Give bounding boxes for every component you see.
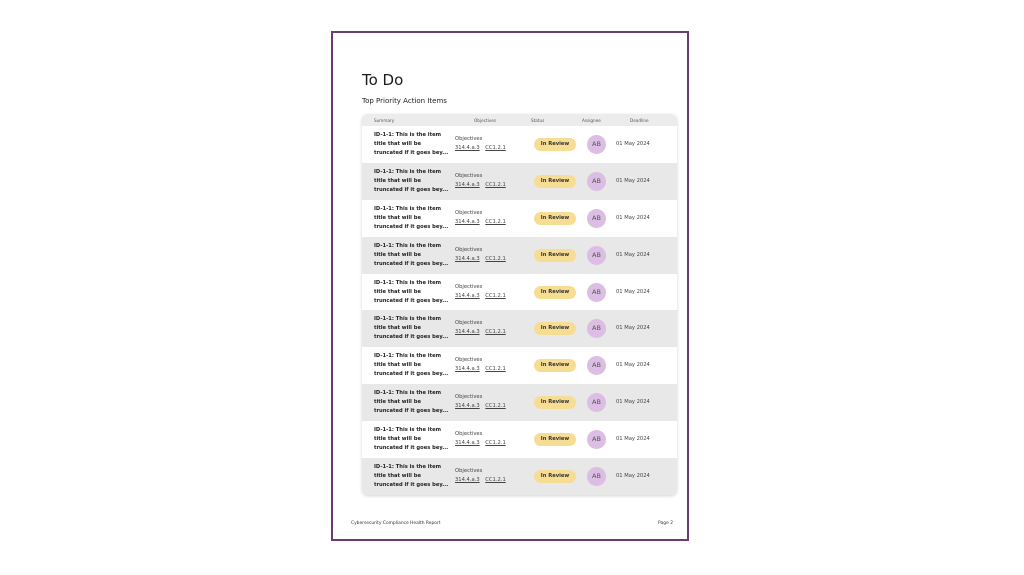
objective-link[interactable]: 314.4.a.3 <box>455 477 480 484</box>
row-deadline: 01 May 2024 <box>616 436 650 443</box>
objective-link[interactable]: CC1.2.1 <box>485 218 506 225</box>
objective-link[interactable]: CC1.2.1 <box>485 145 506 151</box>
status-badge: In Review <box>534 470 576 483</box>
row-objectives-label: Objectives <box>455 136 483 142</box>
objective-link[interactable]: 314.4.a.3 <box>455 440 480 447</box>
status-badge: In Review <box>534 138 576 151</box>
header-status: Status <box>531 118 545 123</box>
status-badge: In Review <box>534 212 576 225</box>
status-badge: In Review <box>534 433 576 446</box>
row-objective-links <box>455 440 510 446</box>
assignee-avatar: AB <box>587 467 606 486</box>
row-objective-links <box>455 256 510 262</box>
status-badge: In Review <box>534 286 576 299</box>
table-row[interactable] <box>362 347 677 384</box>
row-summary: ID-1-1: This is the item title that will be truncated if it goes bey... <box>374 168 449 193</box>
row-objectives-label: Objectives <box>455 209 483 216</box>
table-row[interactable] <box>362 458 677 495</box>
objective-link[interactable]: 314.4.a.3 <box>455 145 480 151</box>
row-objectives-label: Objectives <box>455 246 483 253</box>
row-deadline: 01 May 2024 <box>616 325 650 332</box>
table-row[interactable] <box>362 163 677 200</box>
assignee-avatar: AB <box>587 393 606 412</box>
table-row[interactable] <box>362 421 677 458</box>
report-page <box>331 31 689 541</box>
objective-link[interactable]: 314.4.a.3 <box>455 255 480 262</box>
table-row[interactable] <box>362 274 677 311</box>
status-badge: In Review <box>534 359 576 372</box>
row-objective-links <box>455 329 510 335</box>
row-summary: ID-1-1: This is the item title that will be truncated if it goes bey... <box>374 390 449 415</box>
objective-link[interactable]: CC1.2.1 <box>485 440 506 447</box>
table-row[interactable] <box>362 310 677 347</box>
header-assignee: Assignee <box>582 118 601 123</box>
row-objectives-label: Objectives <box>455 283 483 290</box>
row-deadline: 01 May 2024 <box>616 362 650 369</box>
objective-link[interactable]: CC1.2.1 <box>485 403 506 410</box>
assignee-avatar: AB <box>587 135 606 154</box>
header-deadline: Deadline <box>630 118 649 123</box>
row-summary: ID-1-1: This is the item title that will be truncated if it goes bey... <box>374 353 449 378</box>
status-badge: In Review <box>534 175 576 188</box>
assignee-avatar: AB <box>587 356 606 375</box>
row-summary: ID-1-1: This is the item title that will be truncated if it goes bey... <box>374 427 449 452</box>
objective-link[interactable]: 314.4.a.3 <box>455 181 480 188</box>
row-deadline: 01 May 2024 <box>616 473 650 480</box>
row-summary: ID-1-1: This is the item title that will be truncated if it goes bey... <box>374 205 449 230</box>
table-header <box>362 114 677 126</box>
page-title: To Do <box>362 71 404 89</box>
status-badge: In Review <box>534 322 576 335</box>
row-deadline: 01 May 2024 <box>616 251 650 258</box>
assignee-avatar: AB <box>587 209 606 228</box>
footer-page-number: Page 2 <box>658 521 673 526</box>
row-deadline: 01 May 2024 <box>616 399 650 406</box>
row-objectives-label: Objectives <box>455 172 483 179</box>
row-objectives-label: Objectives <box>455 468 483 475</box>
row-objective-links <box>455 219 510 225</box>
row-summary: ID-1-1: This is the item title that will be truncated if it goes bey... <box>374 279 449 304</box>
objective-link[interactable]: CC1.2.1 <box>485 181 506 188</box>
row-objective-links <box>455 145 510 151</box>
footer-report-name: Cybersecurity Compliance Health Report <box>351 521 441 526</box>
assignee-avatar: AB <box>587 246 606 265</box>
row-objectives-label: Objectives <box>455 431 483 438</box>
row-deadline: 01 May 2024 <box>616 177 650 184</box>
objective-link[interactable]: 314.4.a.3 <box>455 218 480 225</box>
objective-link[interactable]: 314.4.a.3 <box>455 292 480 299</box>
assignee-avatar: AB <box>587 172 606 191</box>
status-badge: In Review <box>534 396 576 409</box>
objective-link[interactable]: 314.4.a.3 <box>455 403 480 410</box>
table-row[interactable] <box>362 237 677 274</box>
table-row[interactable] <box>362 384 677 421</box>
objective-link[interactable]: CC1.2.1 <box>485 292 506 299</box>
row-objective-links <box>455 477 510 483</box>
row-objective-links <box>455 403 510 409</box>
objective-link[interactable]: CC1.2.1 <box>485 255 506 262</box>
objective-link[interactable]: CC1.2.1 <box>485 329 506 336</box>
objective-link[interactable]: CC1.2.1 <box>485 477 506 484</box>
header-objectives: Objectives <box>474 118 497 123</box>
action-items-table <box>362 114 677 495</box>
objective-link[interactable]: 314.4.a.3 <box>455 366 480 373</box>
row-deadline: 01 May 2024 <box>616 141 650 147</box>
row-objectives-label: Objectives <box>455 320 483 327</box>
header-summary: Summary <box>374 118 395 123</box>
row-deadline: 01 May 2024 <box>616 288 650 295</box>
row-summary: ID-1-1: This is the item title that will be truncated if it goes bey... <box>374 132 449 156</box>
row-summary: ID-1-1: This is the item title that will be truncated if it goes bey... <box>374 242 449 267</box>
objective-link[interactable]: CC1.2.1 <box>485 366 506 373</box>
row-objective-links <box>455 182 510 188</box>
row-objectives-label: Objectives <box>455 394 483 401</box>
row-summary: ID-1-1: This is the item title that will be truncated if it goes bey... <box>374 464 449 489</box>
section-title: Top Priority Action Items <box>362 97 447 105</box>
table-row[interactable] <box>362 126 677 163</box>
assignee-avatar: AB <box>587 283 606 302</box>
assignee-avatar: AB <box>587 430 606 449</box>
row-objective-links <box>455 366 510 372</box>
row-objectives-label: Objectives <box>455 357 483 364</box>
table-body <box>362 126 677 495</box>
status-badge: In Review <box>534 249 576 262</box>
row-objective-links <box>455 293 510 299</box>
row-summary: ID-1-1: This is the item title that will be truncated if it goes bey... <box>374 316 449 341</box>
table-row[interactable] <box>362 200 677 237</box>
row-deadline: 01 May 2024 <box>616 214 650 221</box>
assignee-avatar: AB <box>587 319 606 338</box>
objective-link[interactable]: 314.4.a.3 <box>455 329 480 336</box>
